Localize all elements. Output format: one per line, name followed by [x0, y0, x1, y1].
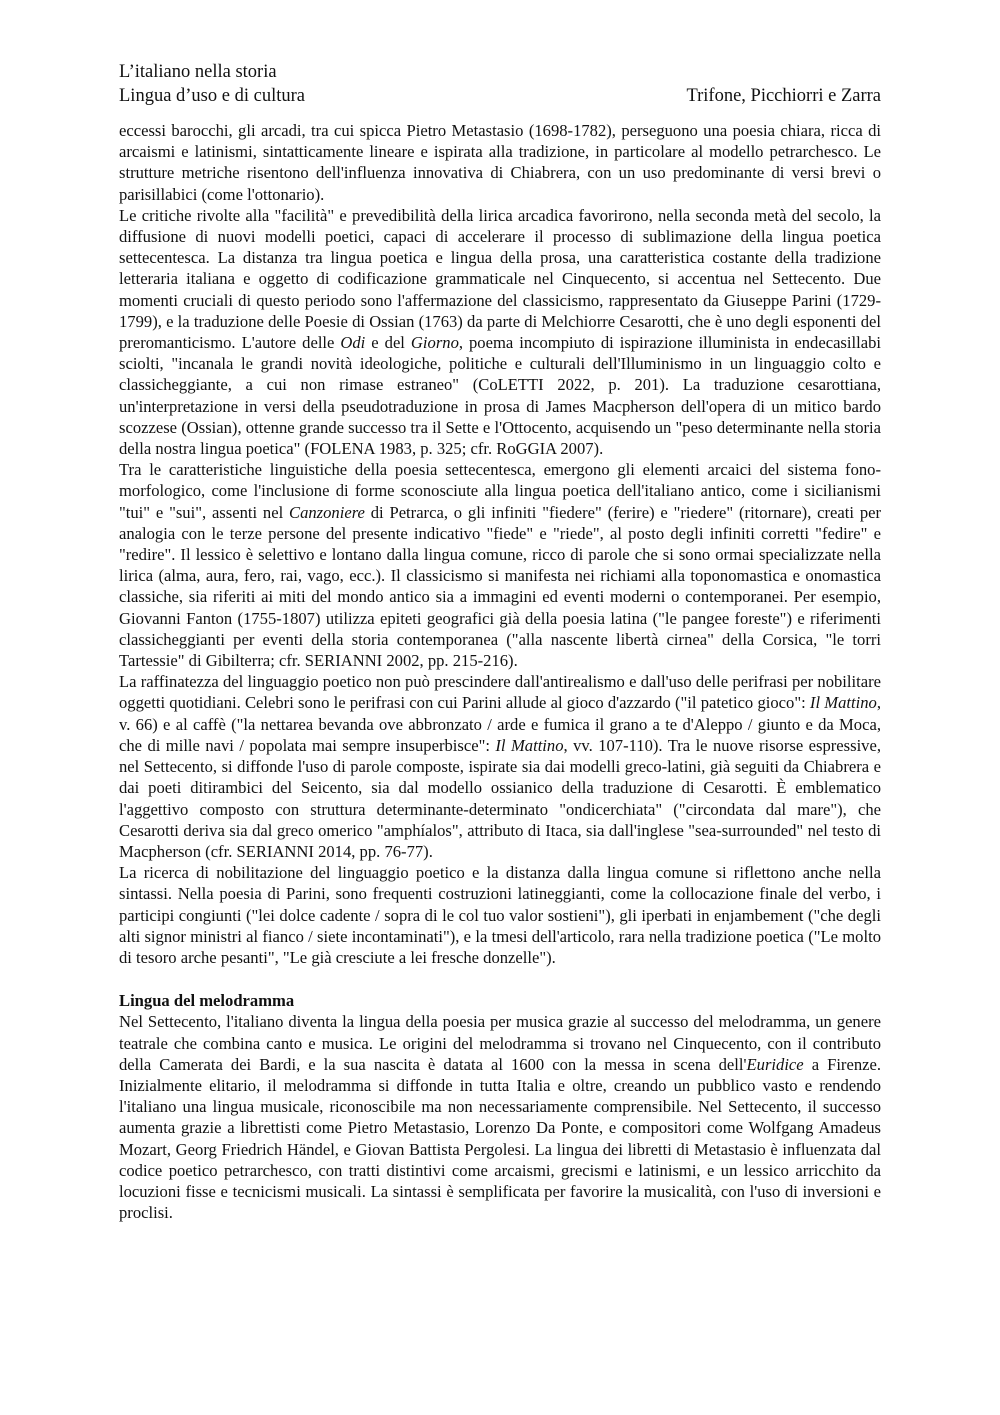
text-run: , poema incompiuto di ispirazione illuminista in endecasillabi sciolti, "incanala le grandi novità ideologiche, politiche e culturali dell'Illuminismo in un linguaggio colto e classicheggiante, a cui non rimase estraneo" (CoLETTI 2022, p. 201). La traduzione cesarottiana, un'interpretazione in versi della pseudotraduzione in prosa di James Macpherson dell'opera di un mitico bardo scozzese (Ossian), ottenne grande successo tra il Sette e l'Ottocento, acquisendo un "peso determinante nella storia della nostra lingua poetica" (FOLENA 1983, p. 325; cfr. RoGGIA 2007).: [119, 333, 881, 459]
book-subtitle: Lingua d’uso e di cultura: [119, 86, 305, 106]
italic-title: Euridice: [746, 1054, 804, 1074]
text-run: , v. 66) e al caffè ("la nettarea bevanda ove abbronzato / arde e fumica il grano a te d'Aleppo / giunto e da Moca, che di mille navi / popolata mai sempre insuperbisce":: [119, 693, 881, 755]
italic-title: Il Mattino: [809, 693, 877, 713]
text-run: Tra le caratteristiche linguistiche della poesia settecentesca, emergono gli elementi arcaici del sistema fono-morfologico, come l'inclusione di forme sconosciute alla lingua poetica dell'italiano antico, come i sicilianismi "tui" e "sui", assenti nel: [119, 460, 881, 522]
paragraph-5: La ricerca di nobilitazione del linguaggio poetico e la distanza dalla lingua comune si riflettono anche nella sintassi. Nella poesia di Parini, sono frequenti costruzioni latineggianti, come la collocazione finale del verbo, i participi congiunti ("lei dolce cadente / sopra di le col tuo valor sostieni"), gli iperbati in enjambement ("che degli alti signor ministri al fianco / siete incontaminati"), e la tmesi dell'articolo, rara nella tradizione poetica ("Le molto di tesoro arche pesanti", "Le già cresciute a lei fresche donzelle").: [119, 863, 881, 967]
paragraph-6: [119, 1011, 881, 1223]
text-run: di Petrarca, o gli infiniti "fiedere" (ferire) e "riedere" (ritornare), creati per analogia con le terze persone del presente indicativo "fiede" e "riede", al posto degli infiniti corretti "fedire" e "redire". Il lessico è selettivo e lontano dalla lingua comune, ricco di parole che si sono ormai specializzate nella lirica (alma, aura, fero, rai, vago, ecc.). Il classicismo si manifesta nei richiami alla toponomastica e onomastica classiche, sia riferiti ai miti del mondo antico sia a immagini ed eventi moderni o contemporanei. Per esempio, Giovanni Fanton (1755-1807) utilizza epiteti geografici già della poesia latina ("le pangee foreste") e riferimenti classicheggianti per eventi della storia contemporanea ("alla nascente libertà cirnea" della Corsica, "le torri Tartessie" di Gibilterra; cfr. SERIANNI 2002, pp. 215-216).: [119, 502, 882, 671]
text-run: Le critiche rivolte alla "facilità" e prevedibilità della lirica arcadica favorirono, nella seconda metà del secolo, la diffusione di nuovi modelli poetici, capaci di accelerare il processo di sublimazione della lingua poetica settecentesca. La distanza tra lingua poetica e lingua della prosa, una caratteristica costante della tradizione letteraria italiana e oggetto di codificazione grammaticale nel Cinquecento, si accentua nel Settecento. Due momenti cruciali di questo periodo sono l'affermazione del classicismo, rappresentato da Giuseppe Parini (1729-1799), e la traduzione delle Poesie di Ossian (1763) da parte di Melchiorre Cesarotti, che è uno degli esponenti del preromanticismo. L'autore delle: [119, 205, 881, 353]
text-run: a Firenze. Inizialmente elitario, il melodramma si diffonde in tutta Italia e oltre, creando un pubblico vasto e rendendo l'italiano una lingua musicale, riconoscibile ma non necessariamente comprensibile. Nel Settecento, il successo aumenta grazie a librettisti come Pietro Metastasio, Lorenzo Da Ponte, e compositori come Wolfgang Amadeus Mozart, Georg Friedrich Händel, e Giovan Battista Pergolesi. La lingua dei libretti di Metastasio è influenzata dal codice poetico petrarchesco, con tratti distintivi come arcaismi, grecismi e latinismi, e un lessico arricchito da locuzioni fisse e tecnicismi musicali. La sintassi è semplificata per favorire la musicalità, con l'uso di inversioni e proclisi.: [119, 1054, 881, 1223]
book-authors: Trifone, Picchiorri e Zarra: [686, 86, 881, 106]
section-heading: Lingua del melodramma: [119, 991, 295, 1011]
running-header: [119, 60, 881, 108]
italic-title: Canzoniere: [289, 502, 365, 522]
text-run: , vv. 107-110). Tra le nuove risorse espressive, nel Settecento, si diffonde l'uso di parole composte, ispirate sia dai modelli greco-latini, già seguiti da Chiabrera e dai poeti ditirambici del Seicento, sia dal modello ossianico della traduzione di Cesarotti. È emblematico l'aggettivo composto con struttura determinante-determinato "ondicerchiata" ("circondata dal mare"), che Cesarotti deriva sia dal greco omerico "amphíalos", attributo di Itaca, sia dall'inglese "sea-surrounded" nel testo di Macpherson (cfr. SERIANNI 2014, pp. 76-77).: [119, 735, 881, 861]
italic-title: Il Mattino: [495, 735, 564, 755]
book-title: L’italiano nella storia: [119, 62, 277, 82]
italic-title: Odi: [340, 333, 366, 353]
text-run: La raffinatezza del linguaggio poetico non può prescindere dall'antirealismo e dall'uso delle perifrasi per nobilitare oggetti quotidiani. Celebri sono le perifrasi con cui Parini allude al gioco d'azzardo ("il patetico gioco":: [119, 672, 881, 713]
italic-title: Giorno: [410, 333, 459, 353]
paragraph-1: eccessi barocchi, gli arcadi, tra cui spicca Pietro Metastasio (1698-1782), perseguono una poesia chiara, ricca di arcaismi e latinismi, sintatticamente lineare e ispirata alla tradizione, in particolare al modello petrarchesco. Le strutture metriche risentono dell'influenza innovativa di Chiabrera, con un uso predominante di versi brevi o parisillabici (come l'ottonario).: [119, 121, 881, 204]
text-run: Nel Settecento, l'italiano diventa la lingua della poesia per musica grazie al successo del melodramma, un genere teatrale che combina canto e musica. Le origini del melodramma si trovano nel Cinquecento, con il contributo della Camerata dei Bardi, e la sua nascita è datata al 1600 con la messa in scena dell': [119, 1012, 881, 1074]
paragraph-4: [119, 671, 881, 862]
paragraph-3: [119, 459, 881, 671]
paragraph-2: [119, 205, 881, 459]
text-run: e del: [365, 333, 411, 353]
body-text: [119, 120, 881, 1223]
